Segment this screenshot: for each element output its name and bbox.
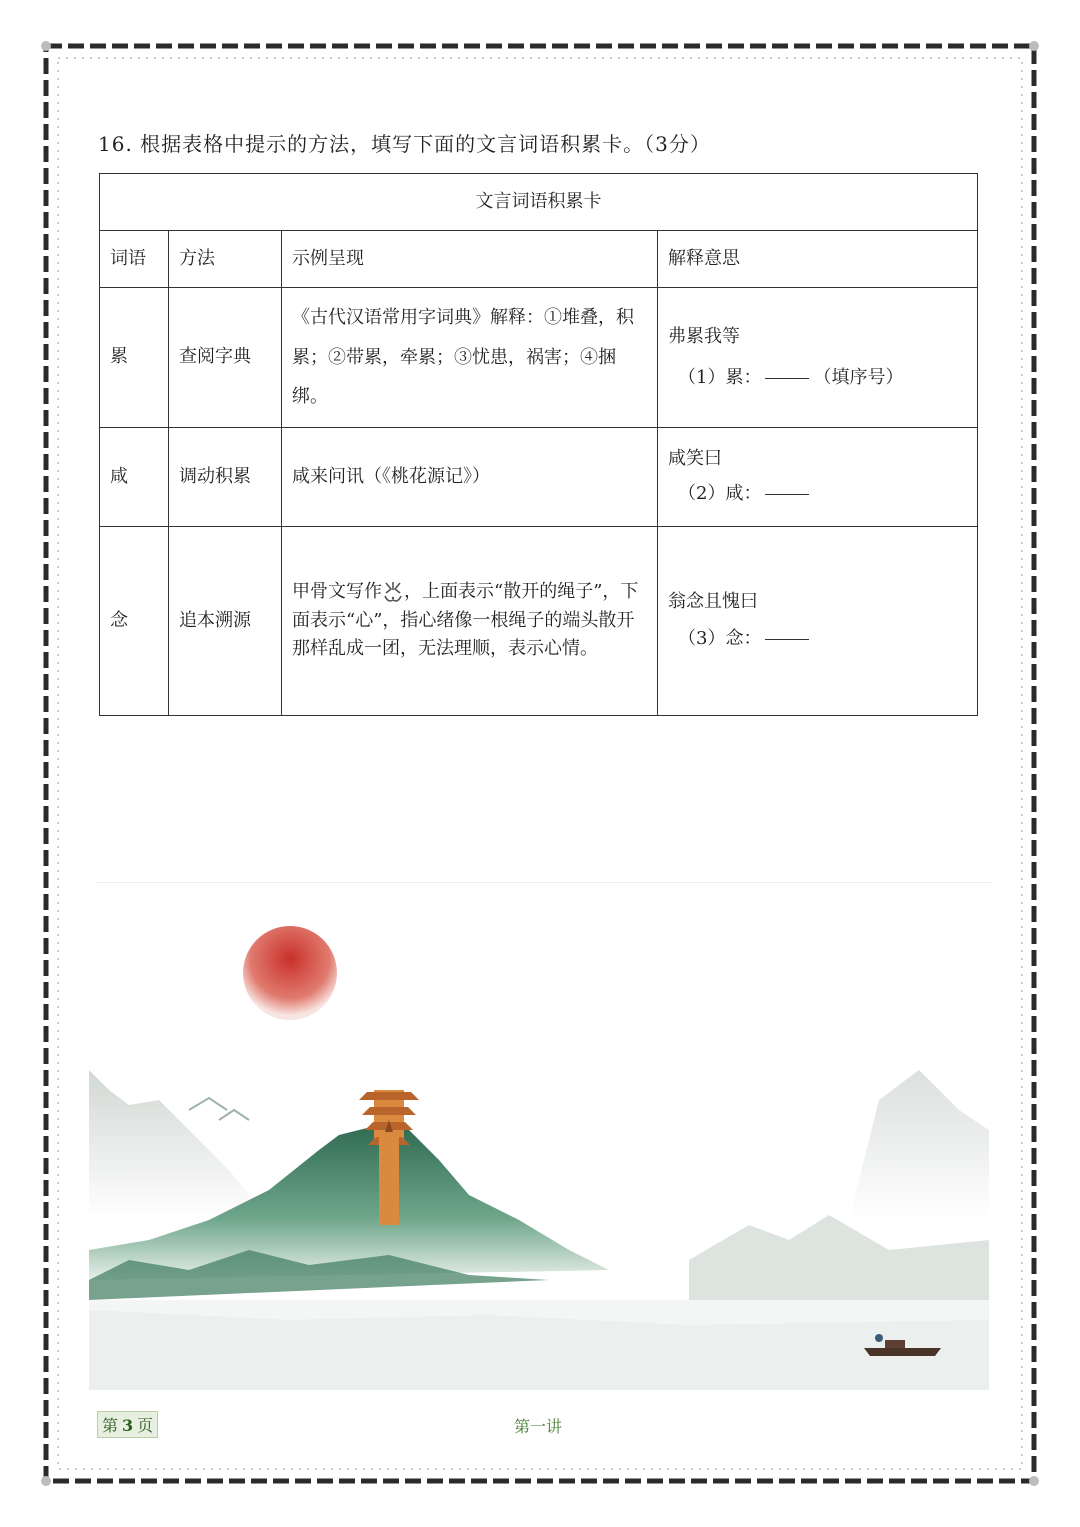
row-method: 调动积累 bbox=[169, 428, 282, 527]
table-row bbox=[100, 288, 978, 428]
gloss-suffix: （填序号） bbox=[813, 366, 904, 388]
oracle-bone-nian-glyph-icon bbox=[382, 580, 404, 604]
table-row bbox=[100, 428, 978, 527]
row-word: 累 bbox=[100, 288, 169, 428]
gloss-label: （2）咸： bbox=[678, 483, 762, 504]
row-example: 咸来问讯（《桃花源记》） bbox=[282, 428, 658, 527]
gloss-line bbox=[668, 364, 967, 393]
divider bbox=[96, 882, 992, 883]
gloss-label: （1）累： bbox=[678, 366, 762, 388]
answer-blank[interactable] bbox=[765, 638, 809, 640]
header-example: 示例呈现 bbox=[282, 231, 658, 288]
row-example: 《古代汉语常用字词典》解释：①堆叠，积累；②带累，牵累；③忧患，祸害；④捆绑。 bbox=[282, 288, 658, 428]
header-meaning: 解释意思 bbox=[658, 231, 978, 288]
lecture-title: 第一讲 bbox=[514, 1417, 563, 1436]
example-before: 甲骨文写作 bbox=[292, 580, 382, 602]
gloss-line bbox=[668, 625, 967, 654]
header-method: 方法 bbox=[169, 231, 282, 288]
answer-blank[interactable] bbox=[765, 377, 809, 379]
landscape-illustration bbox=[89, 920, 989, 1390]
answer-blank[interactable] bbox=[765, 493, 809, 495]
row-method: 查阅字典 bbox=[169, 288, 282, 428]
row-word: 咸 bbox=[100, 428, 169, 527]
header-word: 词语 bbox=[100, 231, 169, 288]
page-number-badge bbox=[97, 1411, 158, 1438]
row-meaning bbox=[658, 527, 978, 716]
row-meaning bbox=[658, 288, 978, 428]
card-title: 文言词语积累卡 bbox=[100, 174, 978, 231]
gloss-label: （3）念： bbox=[678, 628, 762, 649]
phrase: 咸笑曰 bbox=[668, 448, 722, 470]
example-after: ，上面表示“散开的绳子”，下面表示“心”，指心绪像一根绳子的端头散开那样乱成一团，无法理顺，表示心情。 bbox=[292, 580, 639, 660]
phrase: 弗累我等 bbox=[668, 325, 740, 347]
page-suffix: 页 bbox=[137, 1416, 154, 1435]
gloss-line bbox=[668, 480, 967, 509]
vocabulary-card-table bbox=[99, 173, 978, 716]
page-prefix: 第 bbox=[102, 1416, 119, 1435]
table-row bbox=[100, 527, 978, 716]
question-prompt: 16. 根据表格中提示的方法，填写下面的文言词语积累卡。（3分） bbox=[98, 132, 711, 156]
row-method: 追本溯源 bbox=[169, 527, 282, 716]
row-word: 念 bbox=[100, 527, 169, 716]
row-meaning bbox=[658, 428, 978, 527]
red-sun-icon bbox=[243, 926, 337, 1020]
page-number: 3 bbox=[122, 1416, 134, 1435]
phrase: 翁念且愧曰 bbox=[668, 591, 758, 613]
row-example bbox=[282, 527, 658, 716]
